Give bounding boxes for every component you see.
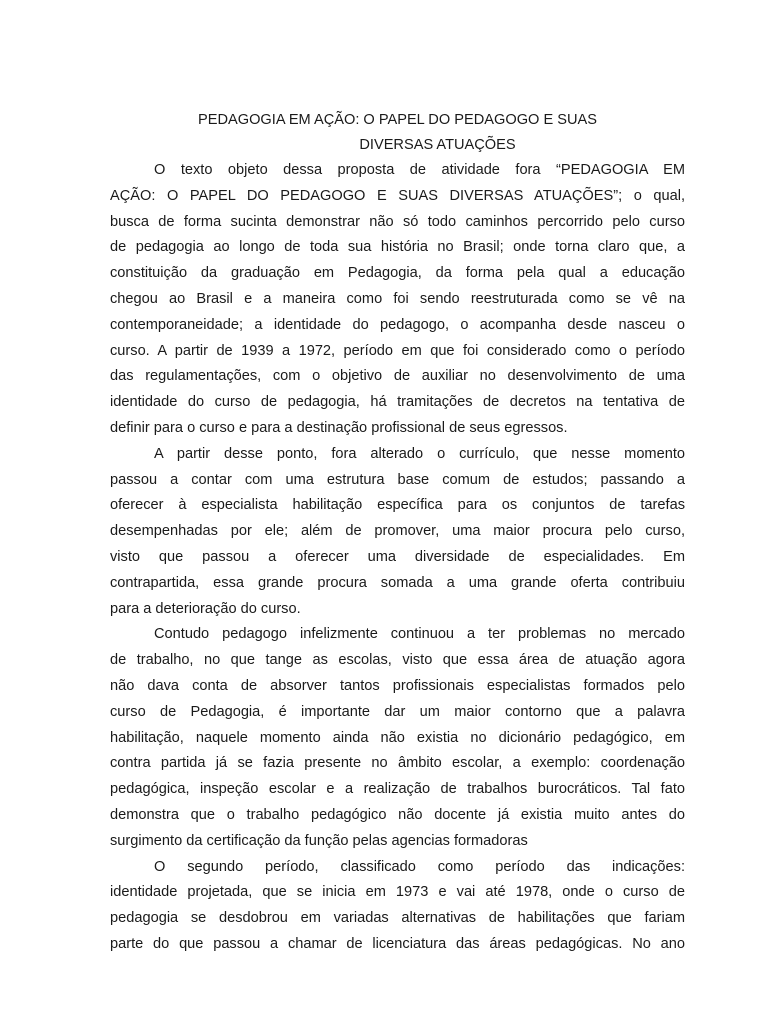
document-title-line-1: PEDAGOGIA EM AÇÃO: O PAPEL DO PEDAGOGO E SUAS [197,112,597,128]
paragraph-line: de pedagogia ao longo de toda sua história no Brasil; onde torna claro que, a [110,239,685,256]
paragraph-line: das regulamentações, com o objetivo de auxiliar no desenvolvimento de uma [110,368,685,385]
paragraph-line: identidade do curso de pedagogia, há tramitações de decretos na tentativa de [110,394,685,411]
paragraph-line: O segundo período, classificado como período das indicações: [154,858,685,875]
paragraph-line: desempenhadas por ele; além de promover, uma maior procura pelo curso, [110,523,685,540]
paragraph-line: busca de forma sucinta demonstrar não só todo caminhos percorrido pelo curso [110,213,685,230]
paragraph-line: contemporaneidade; a identidade do pedagogo, o acompanha desde nasceu o [110,316,685,333]
paragraph [110,442,685,623]
paragraph-line: habilitação, naquele momento ainda não existia no dicionário pedagógico, em [110,729,685,746]
paragraph [110,158,685,442]
paragraph-line: não dava conta de absorver tantos profissionais especialistas formados pelo [110,677,685,694]
paragraph-line: contra partida já se fazia presente no âmbito escolar, a exemplo: coordenação [110,755,685,772]
paragraph-line: para a deterioração do curso. [110,600,301,617]
paragraph-line: parte do que passou a chamar de licenciatura das áreas pedagógicas. No ano [110,935,685,952]
paragraph-line: curso. A partir de 1939 a 1972, período em que foi considerado como o período [110,342,685,359]
paragraph-line: demonstra que o trabalho pedagógico não docente já existia muito antes do [110,806,685,823]
document-body [110,158,685,958]
document-title-line-2: DIVERSAS ATUAÇÕES [359,137,516,153]
paragraph-line: chegou ao Brasil e a maneira como foi sendo reestruturada como se vê na [110,290,685,307]
paragraph-line: O texto objeto dessa proposta de atividade fora “PEDAGOGIA EM [154,162,685,178]
paragraph-line: definir para o curso e para a destinação profissional de seus egressos. [110,419,568,436]
paragraph-line: pedagogia se desdobrou em variadas alternativas de habilitações que fariam [110,910,685,927]
paragraph-line: surgimento da certificação da função pelas agencias formadoras [110,832,528,849]
paragraph-line: identidade projetada, que se inicia em 1973 e vai até 1978, onde o curso de [110,884,685,901]
paragraph [110,622,685,854]
paragraph-line: de trabalho, no que tange as escolas, visto que essa área de atuação agora [110,652,685,669]
paragraph [110,855,685,958]
paragraph-line: passou a contar com uma estrutura base comum de estudos; passando a [110,471,685,488]
paragraph-line: oferecer à especialista habilitação específica para os conjuntos de tarefas [110,497,685,514]
paragraph-line: curso de Pedagogia, é importante dar um maior contorno que a palavra [110,703,685,720]
paragraph-line: visto que passou a oferecer uma diversidade de especialidades. Em [110,548,685,565]
paragraph-line: A partir desse ponto, fora alterado o currículo, que nesse momento [154,445,685,462]
paragraph-line: contrapartida, essa grande procura somada a uma grande oferta contribuiu [110,574,685,591]
paragraph-line: pedagógica, inspeção escolar e a realização de trabalhos burocráticos. Tal fato [110,781,685,798]
paragraph-line: AÇÃO: O PAPEL DO PEDAGOGO E SUAS DIVERSAS ATUAÇÕES”; o qual, [110,187,685,204]
paragraph-line: Contudo pedagogo infelizmente continuou a ter problemas no mercado [154,626,685,643]
paragraph-line: constituição da graduação em Pedagogia, da forma pela qual a educação [110,265,685,282]
